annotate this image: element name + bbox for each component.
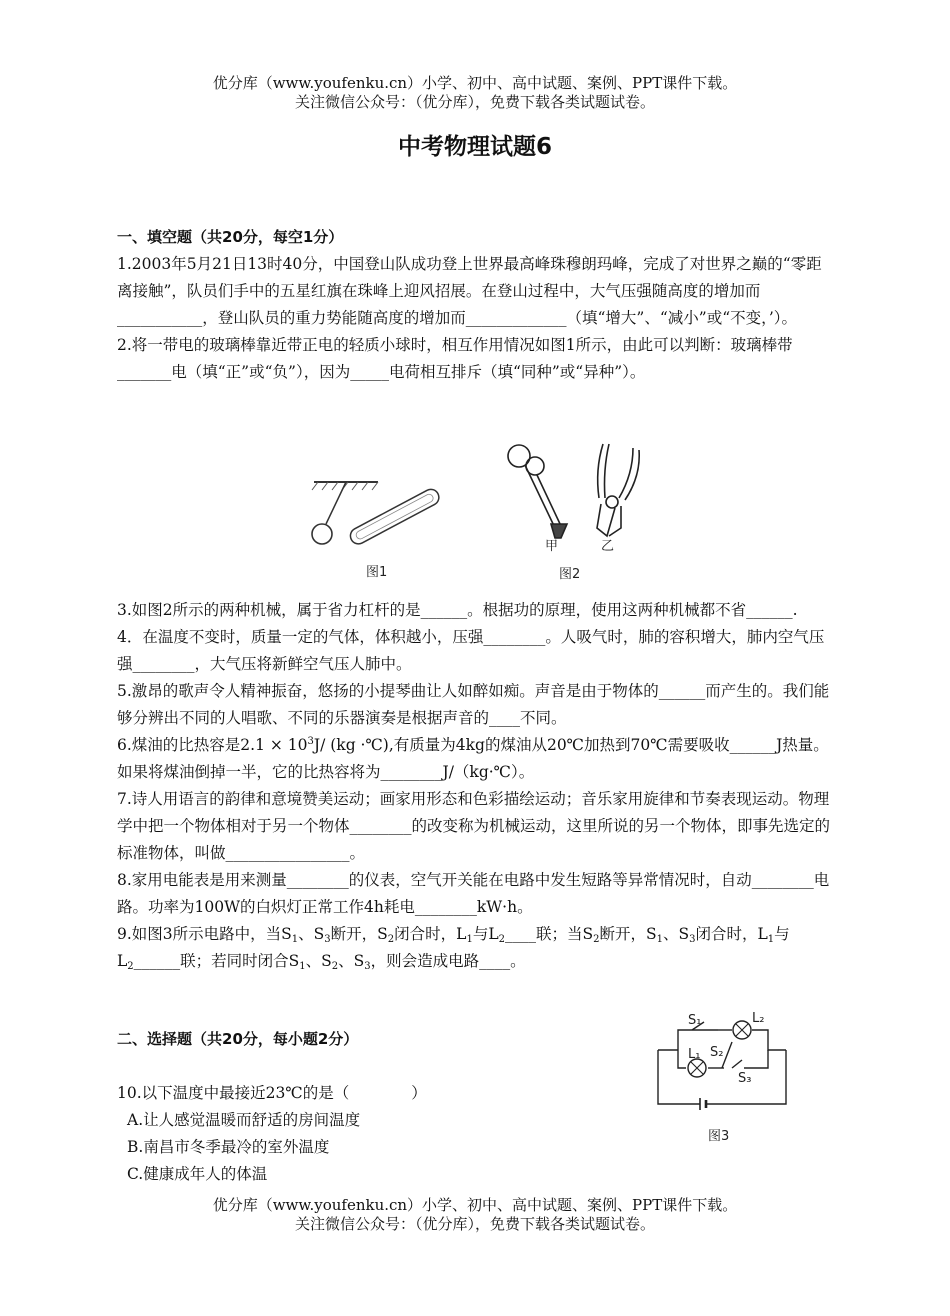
fig3-switch-s3: [732, 1060, 742, 1068]
question-5: 5.激昂的歌声令人精神振奋，悠扬的小提琴曲让人如醉如痴。声音是由于物体的______而产生的。我们能够分辨出不同的人唱歌、不同的乐器演奏是根据声音的____不同。: [117, 682, 830, 727]
question-3: 3.如图2所示的两种机械，属于省力杠杆的是______。根据功的原理，使用这两种机械都不省______.: [117, 601, 798, 619]
question-10: 10.以下温度中最接近23℃的是（ ）: [117, 1084, 427, 1102]
page-header: [0, 74, 950, 112]
question-1: 1.2003年5月21日13时40分，中国登山队成功登上世界最高峰珠穆朗玛峰，完成了对世界之巅的“零距离接触”，队员们手中的五星红旗在珠峰上迎风招展。在登山过程中，大气压强随高度的增加而___________，登山队员的重力势能随高度的增加而_____________（填“增大”、“减小”或“不变，’）。: [117, 255, 822, 327]
fig2-pliers: [597, 444, 639, 536]
page-footer: [0, 1196, 950, 1234]
fig3-label-s2: S₂: [710, 1045, 724, 1060]
fig1-caption: 图1: [366, 565, 388, 580]
fig1-glass-rod: [348, 487, 442, 547]
figure-3: [648, 1012, 798, 1148]
section-1-heading: 一、填空题（共20分，每空1分）: [117, 228, 344, 246]
fig3-label-s3: S₃: [738, 1071, 752, 1086]
fig1-thread: [326, 482, 346, 524]
footer-line-1: 优分库（www.youfenku.cn）小学、初中、高中试题、案例、PPT课件下载。: [212, 1196, 738, 1214]
fig2-label-b: 乙: [601, 539, 615, 554]
section-2: [117, 1026, 637, 1188]
figure-2: [495, 436, 655, 584]
fig2-tongs: [508, 445, 567, 538]
fig1-ball: [312, 524, 332, 544]
figure-1: [300, 470, 460, 585]
section-2-heading: 二、选择题（共20分，每小题2分）: [117, 1030, 359, 1048]
header-line-2: 关注微信公众号：（优分库），免费下载各类试题试卷。: [294, 93, 655, 111]
fig2-label-a: 甲: [545, 539, 559, 554]
question-6: 6.煤油的比热容是$2.1 \times 10^3J/$ (kg ·℃),有质量为4kg的煤油从20℃加热到70℃需要吸收______J热量。如果将煤油倒掉一半，它的比热容将为________J/（kg·℃）。: [117, 736, 829, 781]
header-line-1: 优分库（www.youfenku.cn）小学、初中、高中试题、案例、PPT课件下载。: [212, 74, 738, 92]
fig2-caption: 图2: [559, 567, 581, 582]
question-4: 4．在温度不变时，质量一定的气体，体积越小，压强________。人吸气时，肺的容积增大，肺内空气压强________，大气压将新鲜空气压人肺中。: [117, 628, 825, 673]
option-c: C.健康成年人的体温: [127, 1165, 268, 1183]
section-1-part-2: [117, 597, 835, 975]
footer-line-2: 关注微信公众号：（优分库），免费下载各类试题试卷。: [294, 1215, 655, 1233]
fig3-label-l2: L₂: [752, 1012, 765, 1026]
option-a: A.让人感觉温暖而舒适的房间温度: [127, 1111, 361, 1129]
fig3-label-l1: L₁: [688, 1047, 701, 1062]
fig3-label-s1: S₁: [688, 1013, 702, 1028]
page-title: 中考物理试题6: [397, 134, 552, 160]
fig3-caption: 图3: [708, 1129, 730, 1144]
section-1-part-1: [117, 224, 835, 386]
fig3-circuit-wires: [658, 1030, 786, 1110]
question-2: 2.将一带电的玻璃棒靠近带正电的轻质小球时，相互作用情况如图1所示，由此可以判断：玻璃棒带_______电（填“正”或“负”），因为_____电荷相互排斥（填“同种”或“异种”）。: [117, 336, 793, 381]
option-b: B.南昌市冬季最冷的室外温度: [127, 1138, 330, 1156]
question-9: 9.如图3所示电路中，当$S_1$、$S_3$断开，$S_2$闭合时，$L_1$与$L_2\_\_\_\_$联；当$S_2$断开，$S_1$、$S_3$闭合时，$L_1$与$L_2\_\_\_\_\_\_$联；若同时闭合$S_1$、$S_2$、$S_3$，则会造成电路____。: [117, 925, 790, 972]
question-7: 7.诗人用语言的韵律和意境赞美运动；画家用形态和色彩描绘运动；音乐家用旋律和节奏表现运动。物理学中把一个物体相对于另一个物体________的改变称为机械运动，这里所说的另一个物体，即事先选定的标准物体，叫做________________。: [117, 790, 831, 862]
question-8: 8.家用电能表是用来测量________的仪表，空气开关能在电路中发生短路等异常情况时，自动________电路。功率为100W的白炽灯正常工作4h耗电________kW·h。: [117, 871, 830, 916]
